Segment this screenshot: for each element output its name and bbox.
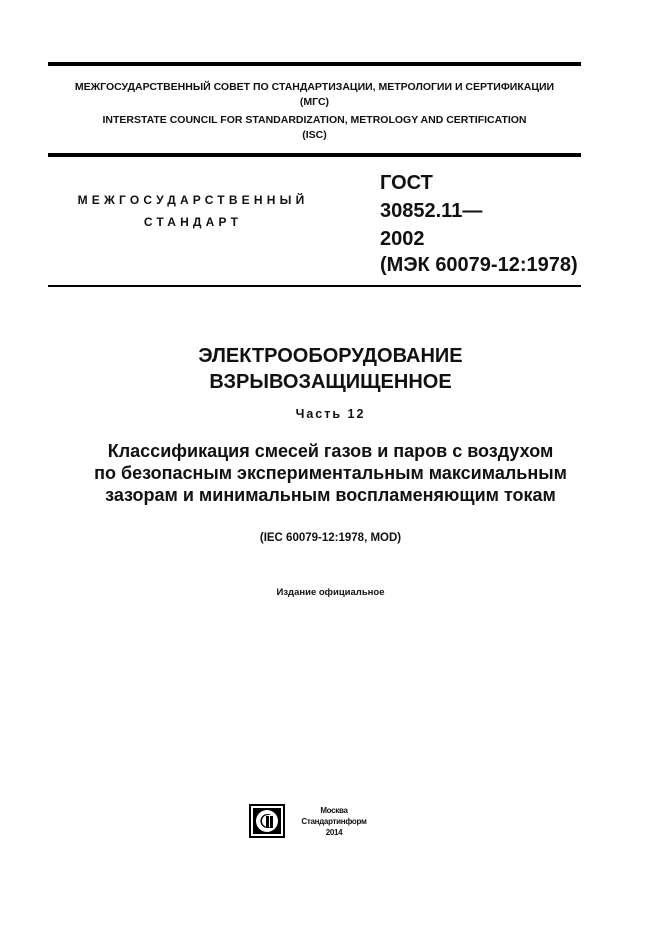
council-abbr-ru: (МГС) <box>299 96 330 108</box>
council-rule <box>48 153 581 157</box>
document-subtitle <box>0 440 661 506</box>
part-number: Часть 12 <box>295 407 366 421</box>
top-rule <box>48 62 581 66</box>
gost-label: ГОСТ <box>380 172 433 194</box>
subtitle-line1: Классификация смесей газов и паров с воздухом <box>107 441 554 461</box>
iec-reference: (IEC 60079-12:1978, MOD) <box>259 532 402 544</box>
designation-rule <box>48 285 581 287</box>
document-title <box>0 343 661 395</box>
gost-number: 30852.11— <box>380 200 483 222</box>
subtitle-line2: по безопасным экспериментальным максимальным <box>94 463 567 483</box>
edition-label: Издание официальное <box>276 587 385 598</box>
publisher-name: Стандартинформ <box>301 817 367 826</box>
standartinform-logo-icon <box>249 804 285 838</box>
title-line2: ВЗРЫВОЗАЩИЩЕННОЕ <box>209 371 452 393</box>
subtitle-line3: зазорам и минимальным воспламеняющим токам <box>105 485 556 505</box>
standard-type-line2: СТАНДАРТ <box>143 215 243 229</box>
title-line1: ЭЛЕКТРООБОРУДОВАНИЕ <box>198 345 463 367</box>
gost-iec-equivalent: (МЭК 60079-12:1978) <box>380 254 578 276</box>
publisher-year: 2014 <box>325 828 343 837</box>
gost-year: 2002 <box>380 228 425 250</box>
council-header <box>48 80 581 143</box>
publisher-imprint <box>294 805 374 838</box>
council-name-ru: МЕЖГОСУДАРСТВЕННЫЙ СОВЕТ ПО СТАНДАРТИЗАЦИИ, МЕТРОЛОГИИ И СЕРТИФИКАЦИИ <box>74 81 555 93</box>
publisher-city: Москва <box>320 806 348 815</box>
council-name-en: INTERSTATE COUNCIL FOR STANDARDIZATION, METROLOGY AND CERTIFICATION <box>102 114 527 126</box>
standard-type-line1: МЕЖГОСУДАРСТВЕННЫЙ <box>77 193 309 207</box>
standard-type <box>48 189 338 233</box>
gost-designation <box>380 171 578 277</box>
council-abbr-en: (ISC) <box>302 129 327 141</box>
